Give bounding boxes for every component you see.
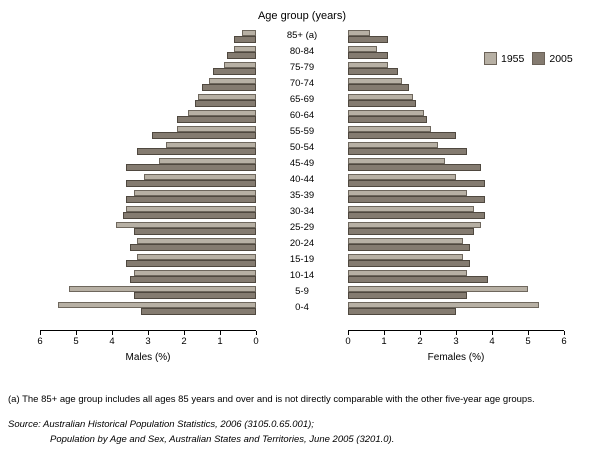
source-line-2: Population by Age and Sex, Australian States and Territories, June 2005 (3201.0). (50, 434, 395, 445)
footnote-a: (a) The 85+ age group includes all ages 85 years and over and is not directly comparable with the other five-year age groups. (8, 394, 535, 405)
category-label: 60-64 (289, 110, 315, 121)
female-half (348, 300, 564, 316)
bar-2005-male (177, 116, 256, 123)
bar-2005-female (348, 292, 467, 299)
male-half (40, 28, 256, 44)
axis-tick (384, 331, 385, 335)
bar-2005-male (137, 148, 256, 155)
bar-2005-male (126, 164, 256, 171)
axis-tick-label: 3 (453, 336, 459, 347)
category-label: 50-54 (289, 142, 315, 153)
category-label: 20-24 (289, 238, 315, 249)
bar-2005-female (348, 84, 409, 91)
axis-tick-label: 0 (345, 336, 351, 347)
category-label: 80-84 (289, 46, 315, 57)
category-label: 5-9 (295, 286, 309, 297)
axis-tick-label: 0 (253, 336, 259, 347)
pyramid-row (40, 44, 564, 60)
female-half (348, 28, 564, 44)
source-line-1: Source: Australian Historical Population Statistics, 2006 (3105.0.65.001); (8, 419, 314, 430)
female-half (348, 156, 564, 172)
pyramid-row (40, 140, 564, 156)
female-half (348, 236, 564, 252)
category-label: 25-29 (289, 222, 315, 233)
category-label: 15-19 (289, 254, 315, 265)
pyramid-row (40, 188, 564, 204)
bar-2005-female (348, 164, 481, 171)
bar-2005-female (348, 100, 416, 107)
pyramid-row (40, 60, 564, 76)
axis-tick (348, 331, 349, 335)
category-label: 45-49 (289, 158, 315, 169)
bar-2005-male (227, 52, 256, 59)
plot-area (37, 28, 567, 363)
pyramid-rows (40, 28, 564, 316)
male-half (40, 252, 256, 268)
axis-tick-label: 4 (109, 336, 115, 347)
bar-2005-female (348, 180, 485, 187)
pyramid-row (40, 28, 564, 44)
chart-title: Age group (years) (257, 10, 347, 22)
pyramid-row (40, 156, 564, 172)
bar-2005-female (348, 36, 388, 43)
female-half (348, 172, 564, 188)
pyramid-row (40, 300, 564, 316)
bar-2005-female (348, 228, 474, 235)
male-half (40, 108, 256, 124)
category-label: 35-39 (289, 190, 315, 201)
axis-tick (528, 331, 529, 335)
male-half (40, 140, 256, 156)
male-half (40, 60, 256, 76)
female-half (348, 76, 564, 92)
male-half (40, 156, 256, 172)
pyramid-row (40, 236, 564, 252)
male-half (40, 188, 256, 204)
category-label: 70-74 (289, 78, 315, 89)
female-half (348, 204, 564, 220)
male-half (40, 268, 256, 284)
bar-2005-female (348, 212, 485, 219)
male-half (40, 44, 256, 60)
axis-tick (148, 331, 149, 335)
axis-tick (220, 331, 221, 335)
axis-tick (564, 331, 565, 335)
bar-2005-male (130, 276, 256, 283)
category-label: 75-79 (289, 62, 315, 73)
female-half (348, 252, 564, 268)
pyramid-row (40, 220, 564, 236)
axis-tick-label: 5 (525, 336, 531, 347)
axis-tick (76, 331, 77, 335)
axis-tick (492, 331, 493, 335)
category-label: 40-44 (289, 174, 315, 185)
bar-2005-male (134, 228, 256, 235)
bar-2005-male (126, 260, 256, 267)
axis-tick-label: 3 (145, 336, 151, 347)
footnotes (8, 392, 598, 447)
female-half (348, 60, 564, 76)
bar-2005-male (234, 36, 256, 43)
bar-2005-female (348, 276, 488, 283)
bar-2005-female (348, 260, 470, 267)
male-half (40, 92, 256, 108)
x-axis-left-title: Males (%) (125, 352, 171, 363)
pyramid-row (40, 252, 564, 268)
female-half (348, 124, 564, 140)
bar-2005-female (348, 68, 398, 75)
axis-tick-label: 2 (181, 336, 187, 347)
pyramid-row (40, 76, 564, 92)
bar-2005-male (123, 212, 256, 219)
pyramid-row (40, 268, 564, 284)
pyramid-row (40, 172, 564, 188)
axis-tick (184, 331, 185, 335)
axis-tick (420, 331, 421, 335)
axis-tick-label: 2 (417, 336, 423, 347)
category-label: 65-69 (289, 94, 315, 105)
axis-tick (40, 331, 41, 335)
category-label: 0-4 (295, 302, 309, 313)
bar-2005-male (134, 292, 256, 299)
female-half (348, 220, 564, 236)
pyramid-row (40, 108, 564, 124)
bar-2005-male (202, 84, 256, 91)
legend-label-1955: 1955 (501, 52, 525, 65)
male-half (40, 76, 256, 92)
axis-tick-label: 5 (73, 336, 79, 347)
bar-2005-female (348, 52, 388, 59)
axis-tick (112, 331, 113, 335)
bar-2005-male (152, 132, 256, 139)
pyramid-row (40, 92, 564, 108)
x-axis-right-title: Females (%) (427, 352, 485, 363)
category-label: 30-34 (289, 206, 315, 217)
category-label: 10-14 (289, 270, 315, 281)
axis-tick-label: 6 (37, 336, 43, 347)
female-half (348, 92, 564, 108)
male-half (40, 204, 256, 220)
female-half (348, 188, 564, 204)
female-half (348, 268, 564, 284)
female-half (348, 140, 564, 156)
male-half (40, 220, 256, 236)
male-half (40, 124, 256, 140)
bar-2005-male (195, 100, 256, 107)
bar-2005-male (130, 244, 256, 251)
legend-label-2005: 2005 (549, 52, 573, 65)
axis-tick-label: 1 (381, 336, 387, 347)
female-half (348, 284, 564, 300)
axis-tick-label: 4 (489, 336, 495, 347)
female-half (348, 108, 564, 124)
bar-2005-male (126, 180, 256, 187)
category-label: 85+ (a) (286, 30, 318, 41)
bar-2005-male (141, 308, 256, 315)
axis-tick-label: 1 (217, 336, 223, 347)
male-half (40, 172, 256, 188)
bar-2005-female (348, 244, 470, 251)
pyramid-row (40, 284, 564, 300)
axis-tick (256, 331, 257, 335)
axis-tick-label: 6 (561, 336, 567, 347)
bar-2005-female (348, 116, 427, 123)
female-half (348, 44, 564, 60)
bar-2005-female (348, 132, 456, 139)
bar-2005-male (213, 68, 256, 75)
pyramid-row (40, 204, 564, 220)
male-half (40, 284, 256, 300)
category-label: 55-59 (289, 126, 315, 137)
bar-2005-female (348, 308, 456, 315)
bar-2005-female (348, 196, 485, 203)
axis-tick (456, 331, 457, 335)
pyramid-row (40, 124, 564, 140)
male-half (40, 300, 256, 316)
male-half (40, 236, 256, 252)
bar-2005-male (126, 196, 256, 203)
bar-2005-female (348, 148, 467, 155)
